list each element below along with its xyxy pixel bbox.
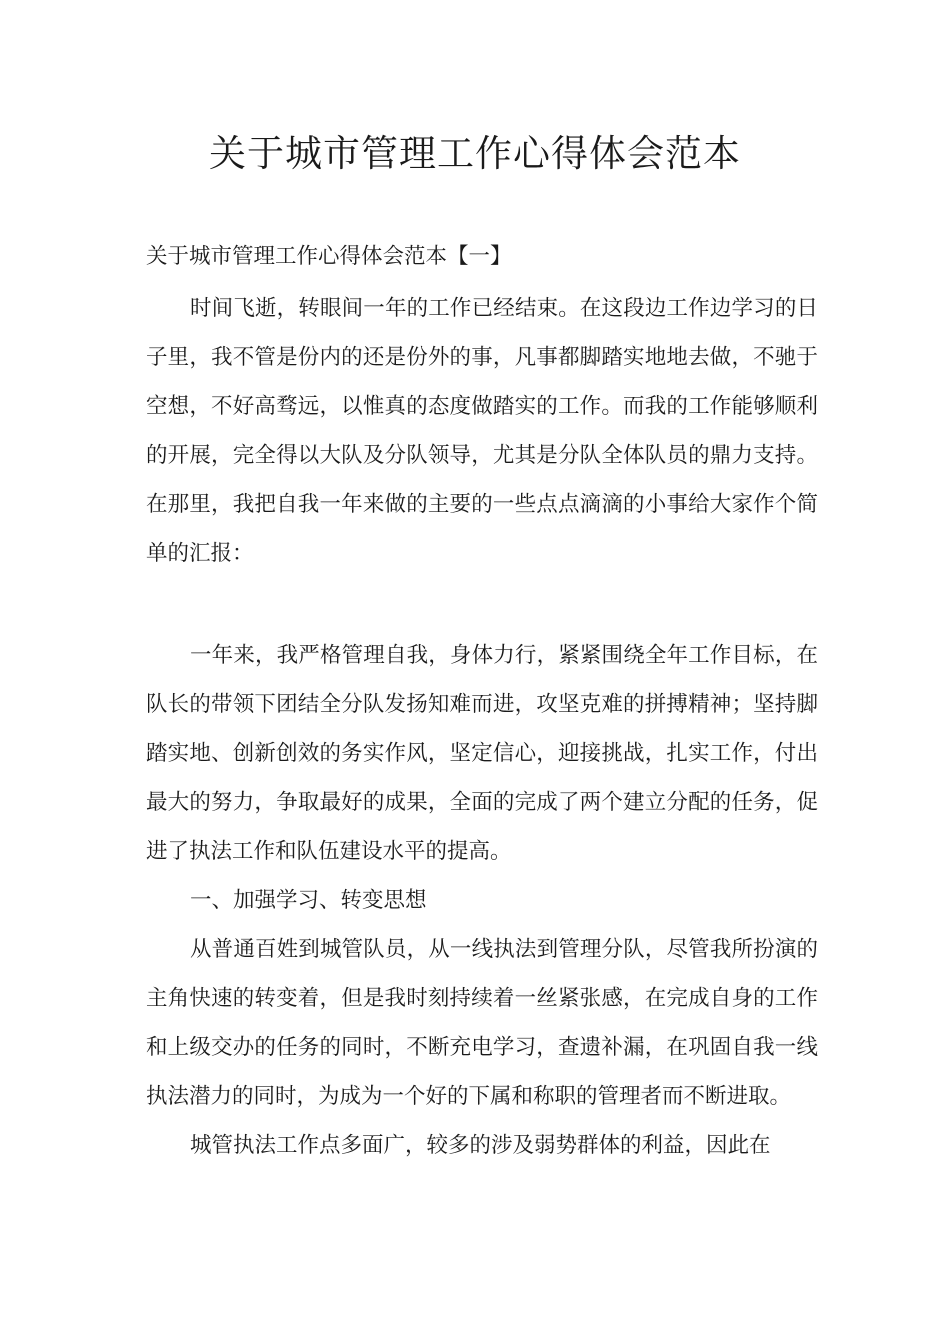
paragraph-intro: 时间飞逝，转眼间一年的工作已经结束。在这段边工作边学习的日子里，我不管是份内的还是份外的事，凡事都脚踏实地地去做，不驰于空想，不好高骛远，以惟真的态度做踏实的工作。而我的工作能够顺利的开展，完全得以大队及分队领导，尤其是分队全体队员的鼎力支持。在那里，我把自我一年来做的主要的一些点点滴滴的小事给大家作个简单的汇报： [146,296,818,566]
document-title: 关于城市管理工作心得体会范本 [209,132,741,175]
paragraph-study: 从普通百姓到城管队员，从一线执法到管理分队，尽管我所扮演的主角快速的转变着，但是我时刻持续着一丝紧张感，在完成自身的工作和上级交办的任务的同时，不断充电学习，查遗补漏，在巩固自我一线执法潜力的同时，为成为一个好的下属和称职的管理者而不断进取。 [146,937,818,1109]
section-title: 关于城市管理工作心得体会范本【一】 [146,244,512,269]
paragraph-enforcement: 城管执法工作点多面广，较多的涉及弱势群体的利益，因此在 [190,1133,771,1158]
paragraph-summary: 一年来，我严格管理自我，身体力行，紧紧围绕全年工作目标，在队长的带领下团结全分队发扬知难而进，攻坚克难的拼搏精神；坚持脚踏实地、创新创效的务实作风，坚定信心，迎接挑战，扎实工作，付出最大的努力，争取最好的成果，全面的完成了两个建立分配的任务，促进了执法工作和队伍建设水平的提高。 [146,643,818,864]
section-heading-study: 一、加强学习、转变思想 [190,888,427,913]
document-body [146,232,818,1170]
